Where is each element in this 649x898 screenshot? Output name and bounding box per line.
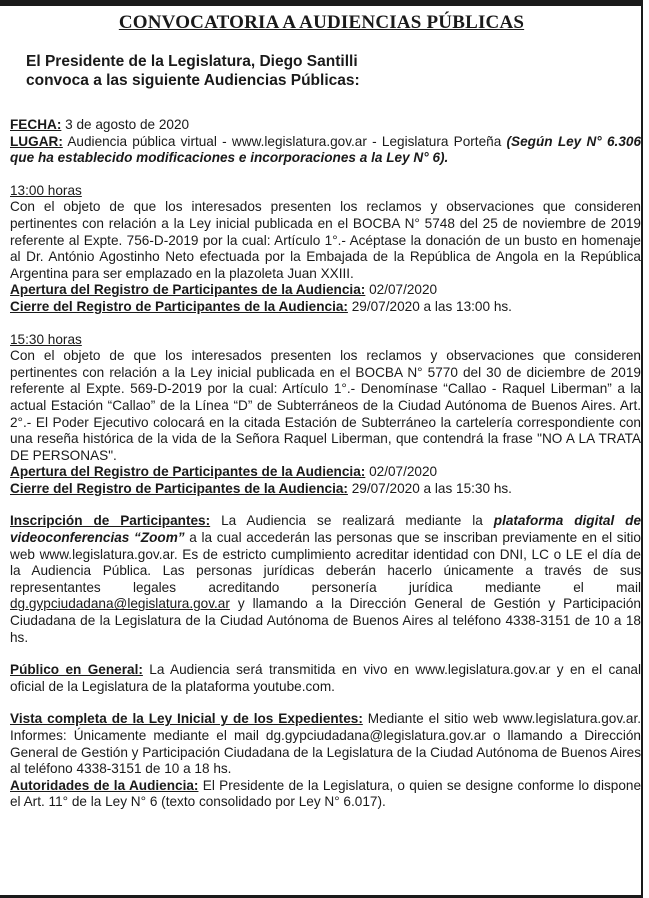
intro	[26, 52, 626, 90]
inscripcion-text-1: La Audiencia se realizará mediante la	[221, 513, 483, 529]
publico-label: Público en General:	[10, 662, 143, 678]
inscripcion-text-3: y llamando a la Dirección General de Gestión y Participación Ciudadana de la Legislatura de la Ciudad Autónoma de Buenos Aires al teléfono 4338-3151 de 10 a 18 hs.	[10, 596, 641, 645]
session-2-cierre-value: 29/07/2020 a las 15:30 hs.	[351, 480, 512, 496]
inscripcion-text-2: a la cual accederán las personas que se inscriban previamente en el sitio web www.legislatura.gov.ar. Es de estricto cumplimiento acreditar identidad con DNI, LC o LE el día de la Audiencia Pública. Las personas jurídicas deberán hacerlo únicamente a través de sus representantes legales acreditando personería jurídica mediante el mail	[10, 530, 641, 595]
inscripcion-label: Inscripción de Participantes:	[10, 513, 211, 529]
intro-line-2: convoca a las siguiente Audiencias Públicas:	[26, 72, 360, 89]
intro-line-1: El Presidente de la Legislatura, Diego Santilli	[26, 53, 358, 70]
session-2-time: 15:30 horas	[10, 331, 82, 347]
session-1-cierre-value: 29/07/2020 a las 13:00 hs.	[351, 298, 512, 314]
session-1-cierre	[10, 299, 641, 316]
session-1-apertura	[10, 282, 641, 299]
session-1-apertura-label: Apertura del Registro de Participantes de la Audiencia:	[10, 282, 366, 298]
session-1-body: Con el objeto de que los interesados presenten los reclamos y observaciones que consideren pertinentes con relación a la Ley inicial publicada en el BOCBA N° 5748 del 25 de noviembre de 2019 referente al Expte. 756-D-2019 por la cual: Artículo 1°.- Acéptase la donación de un busto en homenaje al Dr. António Agostinho Neto efectuada por la Embajada de la República de Angola en la República Argentina para ser emplazado en la plazoleta Juan XXIII.	[10, 199, 641, 281]
inscripcion-platform: plataforma digital de videoconferencias “Zoom”	[10, 513, 642, 546]
inscripcion-paragraph	[10, 513, 641, 646]
vista-label: Vista completa de la Ley Inicial y de los Expedientes:	[10, 711, 363, 727]
session-2-body: Con el objeto de que los interesados presenten los reclamos y observaciones que consideren pertinentes con relación a la Ley inicial publicada en el BOCBA N° 5770 del 30 de diciembre de 2019 referente al Expte. 569-D-2019 por la cual: Artículo 1°.- Denomínase “Callao - Raquel Liberman” a la actual Estación “Callao” de la Línea “D” de Subterráneos de la Ciudad Autónoma de Buenos Aires. Art. 2°.- El Poder Ejecutivo colocará en la citada Estación de Subterráneo la cartelería correspondiente con una reseña histórica de la vida de la Señora Raquel Liberman, que contendrá la frase "NO A LA TRATA DE PERSONAS".	[10, 348, 641, 463]
inscripcion-email-link[interactable]: dg.gypciudadana@legislatura.gov.ar	[10, 596, 230, 612]
fecha-value: 3 de agosto de 2020	[65, 117, 190, 132]
autoridades-text: El Presidente de la Legislatura, o quien se designe conforme lo dispone el Art. 11° de la Ley N° 6 (texto consolidado por Ley N° 6.017).	[10, 777, 641, 810]
lugar-line	[10, 134, 641, 167]
top-border	[0, 0, 643, 6]
fecha-line	[10, 117, 641, 134]
session-2-cierre	[10, 481, 641, 498]
session-1-cierre-label: Cierre del Registro de Participantes de la Audiencia:	[10, 298, 348, 314]
session-2-apertura	[10, 464, 641, 481]
autoridades-paragraph	[10, 778, 641, 811]
lugar-value: Audiencia pública virtual - www.legislatura.gov.ar - Legislatura Porteña	[67, 133, 502, 149]
session-2-apertura-label: Apertura del Registro de Participantes de la Audiencia:	[10, 464, 366, 480]
autoridades-label: Autoridades de la Audiencia:	[10, 777, 199, 793]
lugar-label: LUGAR:	[10, 133, 63, 149]
fecha-label: FECHA:	[10, 117, 62, 132]
session-2-cierre-label: Cierre del Registro de Participantes de la Audiencia:	[10, 480, 348, 496]
publico-paragraph	[10, 662, 641, 695]
right-border	[641, 0, 643, 898]
page-title: CONVOCATORIA A AUDIENCIAS PÚBLICAS	[118, 12, 525, 33]
publico-text: La Audiencia será transmitida en vivo en www.legislatura.gov.ar y en el canal oficial de la Legislatura de la plataforma youtube.com.	[10, 662, 641, 694]
session-1-apertura-value: 02/07/2020	[369, 282, 438, 298]
vista-text: Mediante el sitio web www.legislatura.gov.ar. Informes: Únicamente mediante el mail dg.gypciudadana@legislatura.gov.ar o llamando a Dirección General de Gestión y Participación Ciudadana de la Legislatura de la Ciudad Autónoma de Buenos Aires al teléfono 4338-3151 de 10 a 18 hs.	[10, 711, 642, 777]
session-2-apertura-value: 02/07/2020	[369, 464, 438, 480]
session-1-time: 13:00 horas	[10, 182, 82, 198]
vista-paragraph	[10, 711, 641, 777]
notice-body	[10, 117, 641, 811]
lugar-note: (Según Ley N° 6.306 que ha establecido modificaciones e incorporaciones a la Ley N° 6).	[10, 133, 642, 166]
